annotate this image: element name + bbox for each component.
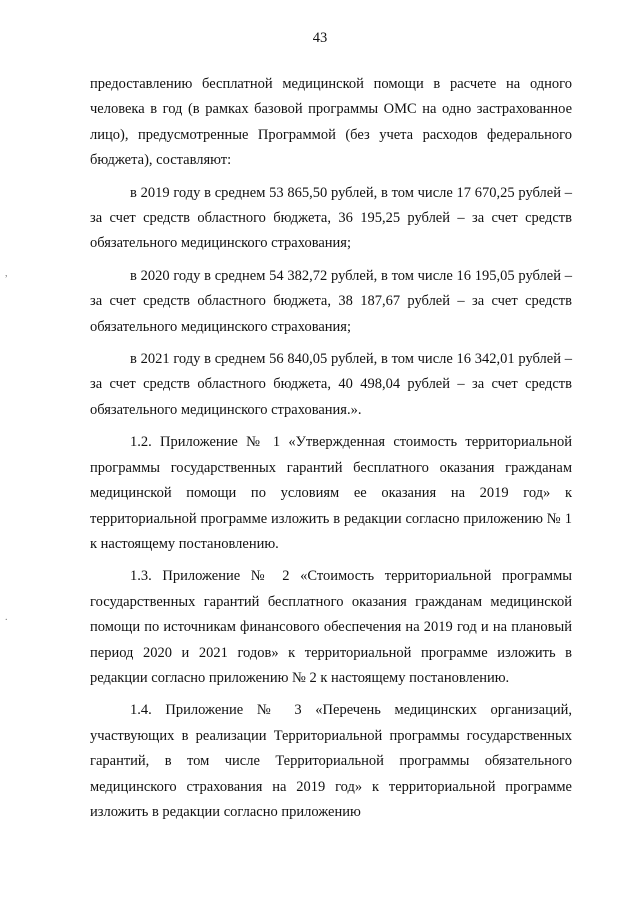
paragraph-2019-costs: в 2019 году в среднем 53 865,50 рублей, в том числе 17 670,25 рублей – за счет средств областного бюджета, 36 195,25 рублей – за счет средств обязательного медицинского страхования; [90,184,572,252]
paragraph-continuation: предоставлению бесплатной медицинской помощи в расчете на одного человека в год (в рамках базовой программы ОМС на одно застрахованное лицо), предусмотренные Программой (без учета расходов федерального бюджета), составляют: [90,76,572,169]
page-number: 43 [312,30,328,46]
paragraph-item-1-3: 1.3. Приложение № 2 «Стоимость территориальной программы государственных гарантий бесплатного оказания гражданам медицинской помощи по источникам финансового обеспечения на 2019 год и на плановый период 2020 и 2021 годов» к территориальной программе изложить в редакции согласно приложению № 2 к настоящему постановлению. [90,568,572,686]
margin-mark: , [5,268,8,279]
paragraph-2020-costs: в 2020 году в среднем 54 382,72 рублей, в том числе 16 195,05 рублей – за счет средств областного бюджета, 38 187,67 рублей – за счет средств обязательного медицинского страхования; [90,267,572,335]
paragraph-item-1-4: 1.4. Приложение № 3 «Перечень медицинских организаций, участвующих в реализации Территориальной программы государственных гарантий, в том числе Территориальной программы обязательного медицинского страхования на 2019 год» к территориальной программе изложить в редакции согласно приложению [90,702,572,820]
paragraph-2021-costs: в 2021 году в среднем 56 840,05 рублей, в том числе 16 342,01 рублей – за счет средств областного бюджета, 40 498,04 рублей – за счет средств обязательного медицинского страхования.». [90,351,572,418]
margin-mark: . [5,612,8,623]
paragraph-item-1-2: 1.2. Приложение № 1 «Утвержденная стоимость территориальной программы государственных гарантий бесплатного оказания гражданам медицинской помощи по условиям ее оказания на 2019 год» к территориальной программе изложить в редакции согласно приложению № 1 к настоящему постановлению. [90,434,572,552]
document-body [90,72,572,825]
